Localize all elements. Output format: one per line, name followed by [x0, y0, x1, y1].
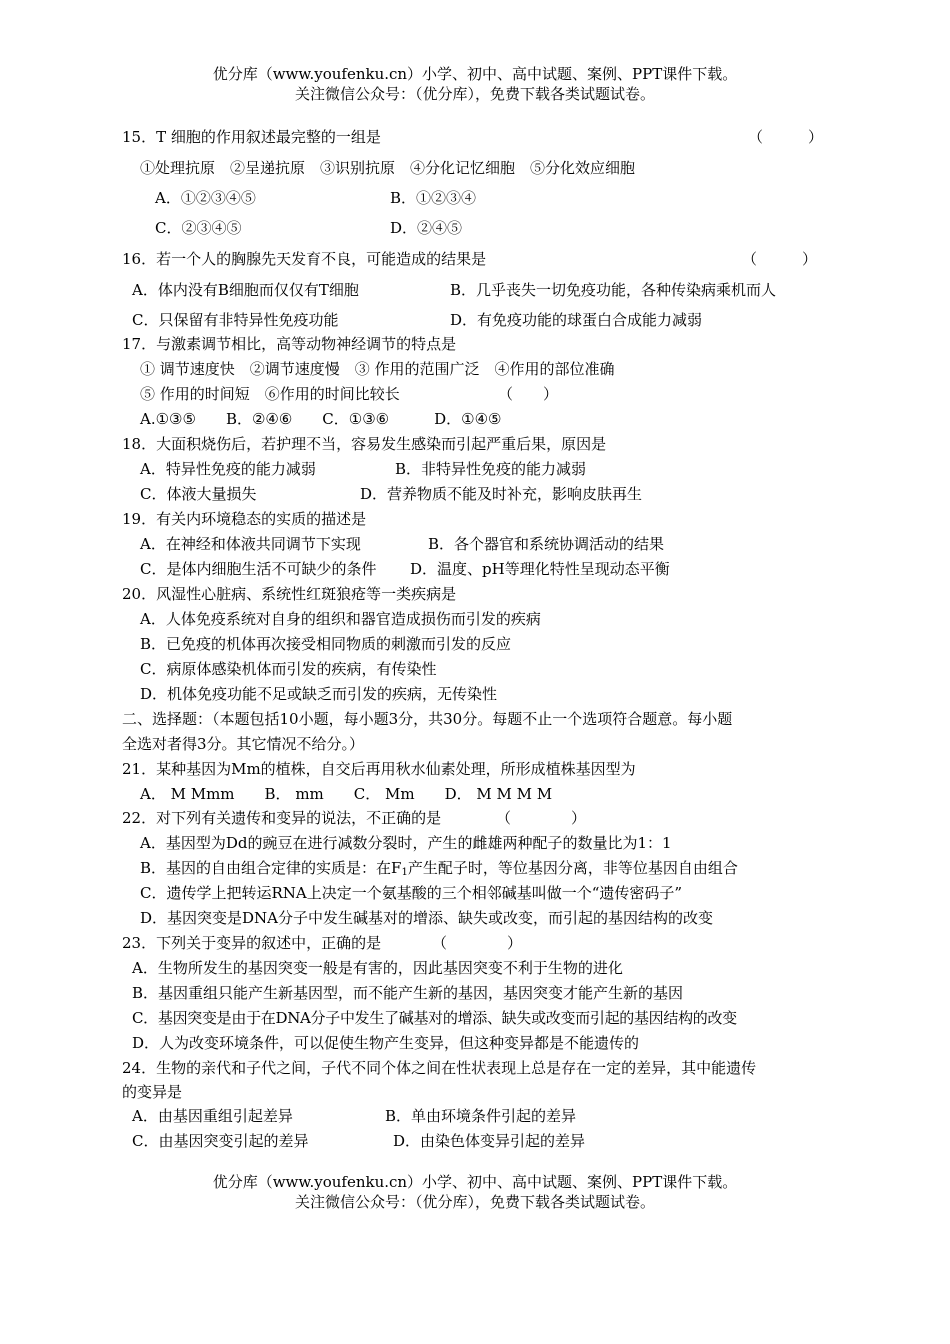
- q19-option-d: D．温度、pH等理化特性呈现动态平衡: [410, 560, 670, 578]
- q15-answer-paren: （ ）: [748, 128, 824, 146]
- q20-option-d: D．机体免疫功能不足或缺乏而引发的疾病，无传染性: [140, 685, 498, 703]
- section2-heading-line-1: 二、选择题：（本题包括10小题，每小题3分，共30分。每题不止一个选项符合题意。每小题: [122, 710, 733, 728]
- q16-option-d: D．有免疫功能的球蛋白合成能力减弱: [450, 311, 703, 329]
- q18-option-d: D．营养物质不能及时补充，影响皮肤再生: [360, 485, 643, 503]
- q22-option-b-subscript: 1: [401, 867, 408, 878]
- q23-answer-paren: （ ）: [432, 934, 523, 952]
- q15-option-d: D．②④⑤: [390, 219, 463, 237]
- q21-options: A． M Mmm B． mm C． Mm D． M M M M: [140, 785, 553, 803]
- q21-stem: 21．某种基因为Mm的植株，自交后再用秋水仙素处理，所形成植株基因型为: [122, 760, 636, 778]
- q17-options: A.①③⑤ B．②④⑥ C．①③⑥ D．①④⑤: [140, 410, 502, 428]
- q22-option-a: A．基因型为Dd的豌豆在进行减数分裂时，产生的雌雄两种配子的数量比为1：1: [140, 834, 672, 852]
- q22-stem: 22．对下列有关遗传和变异的说法，不正确的是: [122, 809, 442, 827]
- q22-answer-paren: （ ）: [496, 809, 587, 827]
- q16-option-b: B．几乎丧失一切免疫功能，各种传染病乘机而人: [450, 281, 777, 299]
- q16-answer-paren: （ ）: [742, 250, 818, 268]
- q15-option-b: B．①②③④: [390, 189, 477, 207]
- q22-option-d: D．基因突变是DNA分子中发生碱基对的增添、缺失或改变，而引起的基因结构的改变: [140, 909, 714, 927]
- header-line-2: 关注微信公众号：（优分库），免费下载各类试题试卷。: [294, 85, 655, 103]
- q24-option-a: A．由基因重组引起差异: [132, 1107, 293, 1125]
- q23-option-b: B．基因重组只能产生新基因型，而不能产生新的基因，基因突变才能产生新的基因: [132, 984, 684, 1002]
- q22-option-b-pre: B．基因的自由组合定律的实质是：在F: [140, 859, 402, 877]
- q17-items-2: ⑤ 作用的时间短 ⑥作用的时间比较长: [140, 385, 400, 403]
- q23-option-d: D．人为改变环境条件，可以促使生物产生变异，但这种变异都是不能遗传的: [132, 1034, 640, 1052]
- q18-option-a: A．特异性免疫的能力减弱: [140, 460, 316, 478]
- q18-option-c: C．体液大量损失: [140, 485, 257, 503]
- q20-option-b: B．已免疫的机体再次接受相同物质的刺激而引发的反应: [140, 635, 512, 653]
- q24-stem-line-2: 的变异是: [122, 1083, 183, 1101]
- q16-option-a: A．体内没有B细胞而仅仅有T细胞: [132, 281, 359, 299]
- q19-option-a: A．在神经和体液共同调节下实现: [140, 535, 361, 553]
- q22-option-b-post: 产生配子时，等位基因分离，非等位基因自由组合: [407, 859, 738, 877]
- q24-stem-line-1: 24．生物的亲代和子代之间，子代不同个体之间在性状表现上总是存在一定的差异，其中能遗传: [122, 1059, 757, 1077]
- q24-option-c: C．由基因突变引起的差异: [132, 1132, 309, 1150]
- q23-stem: 23．下列关于变异的叙述中，正确的是: [122, 934, 382, 952]
- q23-option-a: A．生物所发生的基因突变一般是有害的，因此基因突变不利于生物的进化: [132, 959, 623, 977]
- q16-option-c: C．只保留有非特异性免疫功能: [132, 311, 339, 329]
- section2-heading-line-2: 全选对者得3分。其它情况不给分。）: [122, 735, 365, 753]
- q17-stem: 17．与激素调节相比，高等动物神经调节的特点是: [122, 335, 457, 353]
- q24-option-b: B．单由环境条件引起的差异: [385, 1107, 577, 1125]
- q18-option-b: B．非特异性免疫的能力减弱: [395, 460, 587, 478]
- q22-option-b: [140, 858, 850, 878]
- q16-stem: 16．若一个人的胸腺先天发育不良，可能造成的结果是: [122, 250, 487, 268]
- q20-option-c: C．病原体感染机体而引发的疾病，有传染性: [140, 660, 437, 678]
- q20-option-a: A．人体免疫系统对自身的组织和器官造成损伤而引发的疾病: [140, 610, 541, 628]
- footer-line-1: 优分库（www.youfenku.cn）小学、初中、高中试题、案例、PPT课件下载。: [212, 1173, 738, 1191]
- q23-option-c: C．基因突变是由于在DNA分子中发生了碱基对的增添、缺失或改变而引起的基因结构的改变: [132, 1009, 737, 1027]
- q22-option-c: C．遗传学上把转运RNA上决定一个氨基酸的三个相邻碱基叫做一个“遗传密码子”: [140, 884, 683, 902]
- page-header: [0, 64, 950, 104]
- q17-answer-paren: （ ）: [498, 385, 559, 403]
- q19-option-b: B．各个器官和系统协调活动的结果: [428, 535, 665, 553]
- header-line-1: 优分库（www.youfenku.cn）小学、初中、高中试题、案例、PPT课件下载。: [212, 65, 738, 83]
- q18-stem: 18．大面积烧伤后，若护理不当，容易发生感染而引起严重后果，原因是: [122, 435, 607, 453]
- q24-option-d: D．由染色体变异引起的差异: [393, 1132, 586, 1150]
- q15-items: ①处理抗原 ②呈递抗原 ③识别抗原 ④分化记忆细胞 ⑤分化效应细胞: [140, 159, 636, 177]
- footer-line-2: 关注微信公众号：（优分库），免费下载各类试题试卷。: [294, 1193, 655, 1211]
- q15-option-a: A．①②③④⑤: [155, 189, 256, 207]
- q19-stem: 19．有关内环境稳态的实质的描述是: [122, 510, 367, 528]
- q15-option-c: C．②③④⑤: [155, 219, 242, 237]
- page-footer: [0, 1172, 950, 1212]
- q15-stem: 15．T 细胞的作用叙述最完整的一组是: [122, 128, 381, 146]
- q19-option-c: C．是体内细胞生活不可缺少的条件: [140, 560, 377, 578]
- q20-stem: 20．风湿性心脏病、系统性红斑狼疮等一类疾病是: [122, 585, 457, 603]
- q17-items-1: ① 调节速度快 ②调节速度慢 ③ 作用的范围广泛 ④作用的部位准确: [140, 360, 615, 378]
